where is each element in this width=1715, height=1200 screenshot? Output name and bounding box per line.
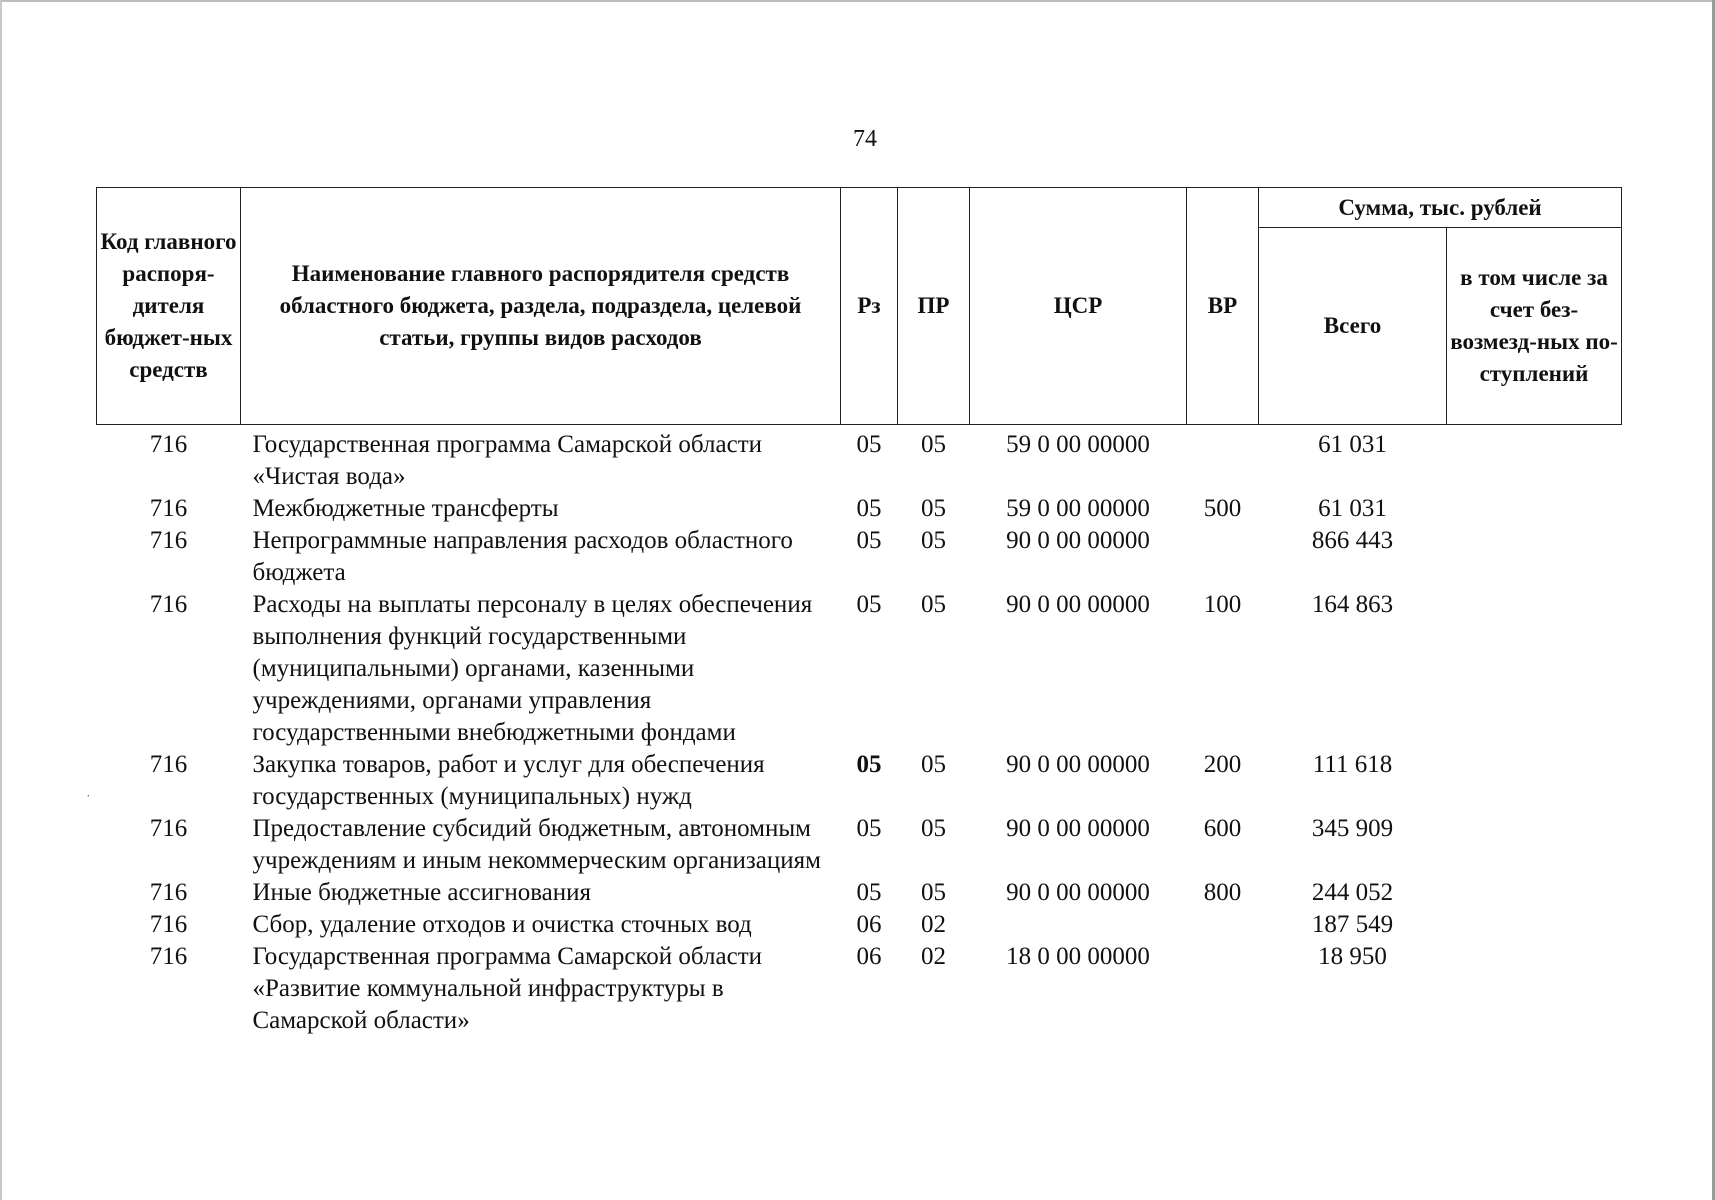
cell-vr [1187,425,1259,494]
scan-edge-left [0,0,2,1200]
cell-free [1447,941,1622,1037]
header-rz: Рз [841,188,898,425]
cell-total: 61 031 [1318,431,1387,458]
cell-total: 111 618 [1312,751,1393,778]
cell-total: 866 443 [1311,527,1394,554]
cell-vr: 600 [1203,815,1242,842]
cell-code: 716 [149,751,188,778]
cell-pr: 05 [921,431,946,458]
cell-free [1447,877,1622,909]
cell-name: Государственная программа Самарской области «Развитие коммунальной инфраструктуры в Самарской области» [252,943,762,1034]
cell-rz: 05 [856,431,882,458]
table-row [97,877,1622,909]
cell-total: 187 549 [1311,911,1394,938]
cell-name: Государственная программа Самарской области «Чистая вода» [252,431,762,490]
header-total: Всего [1259,228,1447,425]
cell-code: 716 [149,527,188,554]
cell-pr: 05 [921,751,946,778]
cell-vr: 800 [1203,879,1242,906]
header-code: Код главного распоря-дителя бюджет-ных средств [97,188,241,425]
cell-csr: 90 0 00 00000 [1006,527,1150,554]
cell-name: Сбор, удаление отходов и очистка сточных вод [252,911,752,938]
cell-code: 716 [149,815,188,842]
cell-vr: 100 [1203,591,1242,618]
cell-rz: 05 [856,879,882,906]
cell-code: 716 [149,911,188,938]
cell-name: Иные бюджетные ассигнования [252,879,592,906]
header-name: Наименование главного распорядителя средств областного бюджета, раздела, подраздела, целевой статьи, группы видов расходов [241,188,841,425]
cell-csr: 59 0 00 00000 [1006,431,1150,458]
header-vr: ВР [1187,188,1259,425]
table-row [97,909,1622,941]
table-header [97,188,1622,425]
cell-free [1447,749,1622,813]
cell-pr: 05 [921,879,946,906]
cell-rz: 06 [856,911,882,938]
table-row [97,525,1622,589]
cell-total: 164 863 [1311,591,1394,618]
table-row [97,941,1622,1037]
cell-code: 716 [149,943,188,970]
cell-code: 716 [149,591,188,618]
cell-total: 244 052 [1311,879,1394,906]
cell-rz: 05 [856,815,882,842]
page-number: 74 [853,126,877,152]
cell-pr: 02 [921,943,946,970]
cell-csr [970,909,1187,941]
cell-vr: 200 [1203,751,1242,778]
cell-free [1447,525,1622,589]
cell-name: Расходы на выплаты персоналу в целях обеспечения выполнения функций государственными (муниципальными) органами, казенными учреждениями, органами управления государственными внебюджетными фондами [252,591,813,746]
table-body [97,425,1622,1038]
cell-rz: 05 [856,527,882,554]
cell-pr: 05 [921,527,946,554]
cell-name: Закупка товаров, работ и услуг для обеспечения государственных (муниципальных) нужд [252,751,765,810]
cell-csr: 18 0 00 00000 [1006,943,1150,970]
cell-rz: 05 [856,591,882,618]
cell-name: Непрограммные направления расходов областного бюджета [252,527,793,586]
table-row [97,749,1622,813]
cell-rz: 05 [856,495,882,522]
cell-name: Межбюджетные трансферты [252,495,559,522]
cell-free [1447,425,1622,494]
cell-total: 61 031 [1318,495,1387,522]
cell-rz: 05 [856,751,882,778]
cell-csr: 90 0 00 00000 [1006,879,1150,906]
cell-vr [1187,525,1259,589]
cell-csr: 90 0 00 00000 [1006,591,1150,618]
cell-free [1447,909,1622,941]
cell-csr: 59 0 00 00000 [1006,495,1150,522]
cell-code: 716 [149,431,188,458]
cell-code: 716 [149,495,188,522]
cell-free [1447,813,1622,877]
header-csr: ЦСР [970,188,1187,425]
budget-table [96,187,1622,1037]
table-row [97,589,1622,749]
cell-vr: 500 [1203,495,1242,522]
cell-vr [1187,909,1259,941]
header-pr: ПР [898,188,970,425]
cell-vr [1187,941,1259,1037]
cell-total: 345 909 [1311,815,1394,842]
cell-free [1447,493,1622,525]
cell-pr: 05 [921,591,946,618]
cell-csr: 90 0 00 00000 [1006,751,1150,778]
cell-csr: 90 0 00 00000 [1006,815,1150,842]
table-row [97,493,1622,525]
header-free: в том числе за счет без-возмезд-ных по-ступлений [1447,228,1622,425]
cell-pr: 05 [921,815,946,842]
cell-name: Предоставление субсидий бюджетным, автономным учреждениям и иным некоммерческим организациям [252,815,821,874]
table-row [97,813,1622,877]
cell-code: 716 [149,879,188,906]
scan-edge-top [0,0,1715,2]
cell-pr: 02 [921,911,946,938]
cell-pr: 05 [921,495,946,522]
cell-free [1447,589,1622,749]
cell-total: 18 950 [1318,943,1387,970]
scan-speck: ˙ [86,793,91,808]
cell-rz: 06 [856,943,882,970]
header-sum: Сумма, тыс. рублей [1259,188,1622,228]
table-row [97,425,1622,494]
